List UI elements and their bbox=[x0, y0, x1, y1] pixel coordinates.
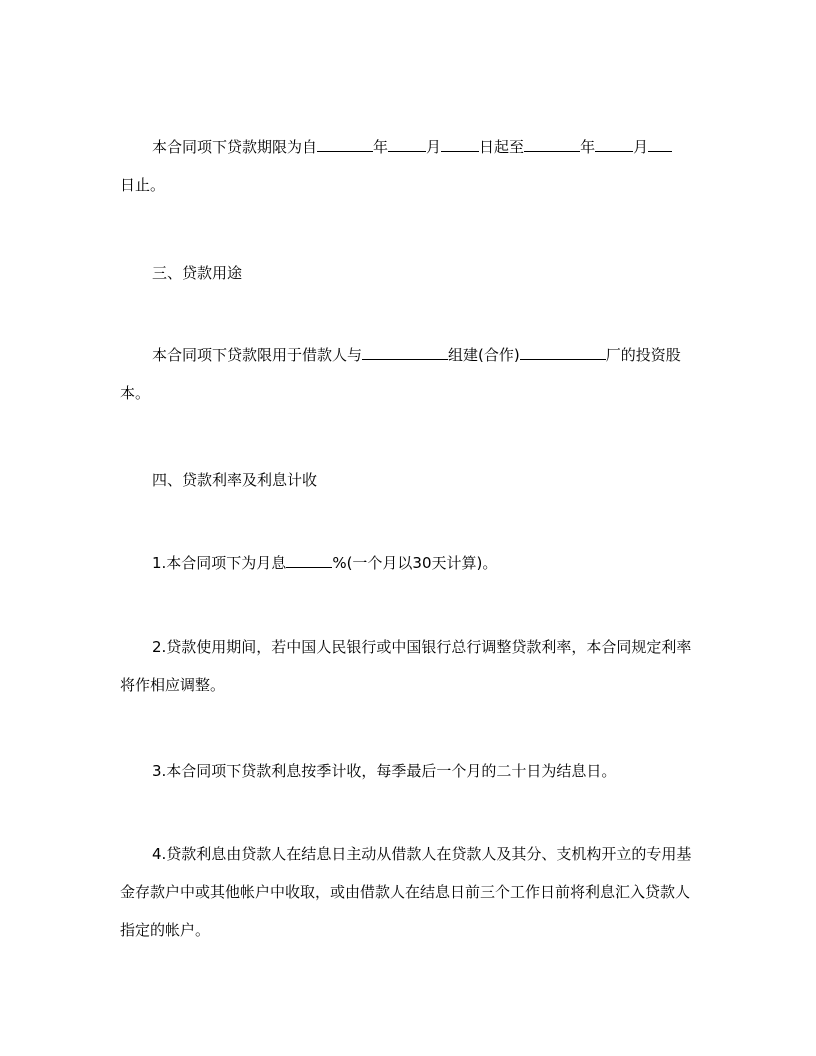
blank-end-month bbox=[595, 150, 633, 152]
purpose-prefix: 本合同项下贷款限用于借款人与 bbox=[152, 346, 363, 364]
interest-item-2: 2.贷款使用期间，若中国人民银行或中国银行总行调整贷款利率，本合同规定利率将作相应调整。 bbox=[120, 638, 692, 694]
interest-item-3: 3.本合同项下贷款利息按季计收，每季最后一个月的二十日为结息日。 bbox=[152, 762, 617, 780]
blank-end-day bbox=[648, 150, 672, 152]
loan-term-month2: 月 bbox=[633, 138, 649, 156]
blank-start-month bbox=[388, 150, 426, 152]
loan-term-prefix: 本合同项下贷款期限为自 bbox=[152, 138, 318, 156]
purpose-middle: 组建(合作) bbox=[448, 346, 520, 364]
blank-start-year bbox=[317, 150, 373, 152]
blank-end-year bbox=[524, 150, 580, 152]
loan-term-day-start: 日起至 bbox=[479, 138, 525, 156]
item1-prefix: 1.本合同项下为月息 bbox=[152, 554, 287, 572]
loan-purpose-paragraph bbox=[120, 336, 700, 412]
loan-term-year2: 年 bbox=[580, 138, 596, 156]
blank-monthly-rate bbox=[286, 566, 332, 568]
loan-term-month1: 月 bbox=[426, 138, 442, 156]
blank-factory bbox=[520, 358, 606, 360]
purpose-suffix: 厂的投资股本。 bbox=[120, 346, 681, 402]
section-4-heading: 四、贷款利率及利息计收 bbox=[152, 471, 318, 489]
loan-term-paragraph bbox=[120, 128, 700, 204]
section-3-heading: 三、贷款用途 bbox=[152, 264, 243, 282]
interest-item-1 bbox=[120, 544, 700, 582]
blank-start-day bbox=[441, 150, 479, 152]
loan-term-end: 日止。 bbox=[120, 176, 166, 194]
blank-partner bbox=[362, 358, 448, 360]
item1-suffix: %(一个月以30天计算)。 bbox=[332, 554, 498, 572]
interest-item-4: 4.贷款利息由贷款人在结息日主动从借款人在贷款人及其分、支机构开立的专用基金存款户中或其他帐户中收取，或由借款人在结息日前三个工作日前将利息汇入贷款人指定的帐户。 bbox=[120, 845, 692, 939]
loan-term-year1: 年 bbox=[373, 138, 389, 156]
